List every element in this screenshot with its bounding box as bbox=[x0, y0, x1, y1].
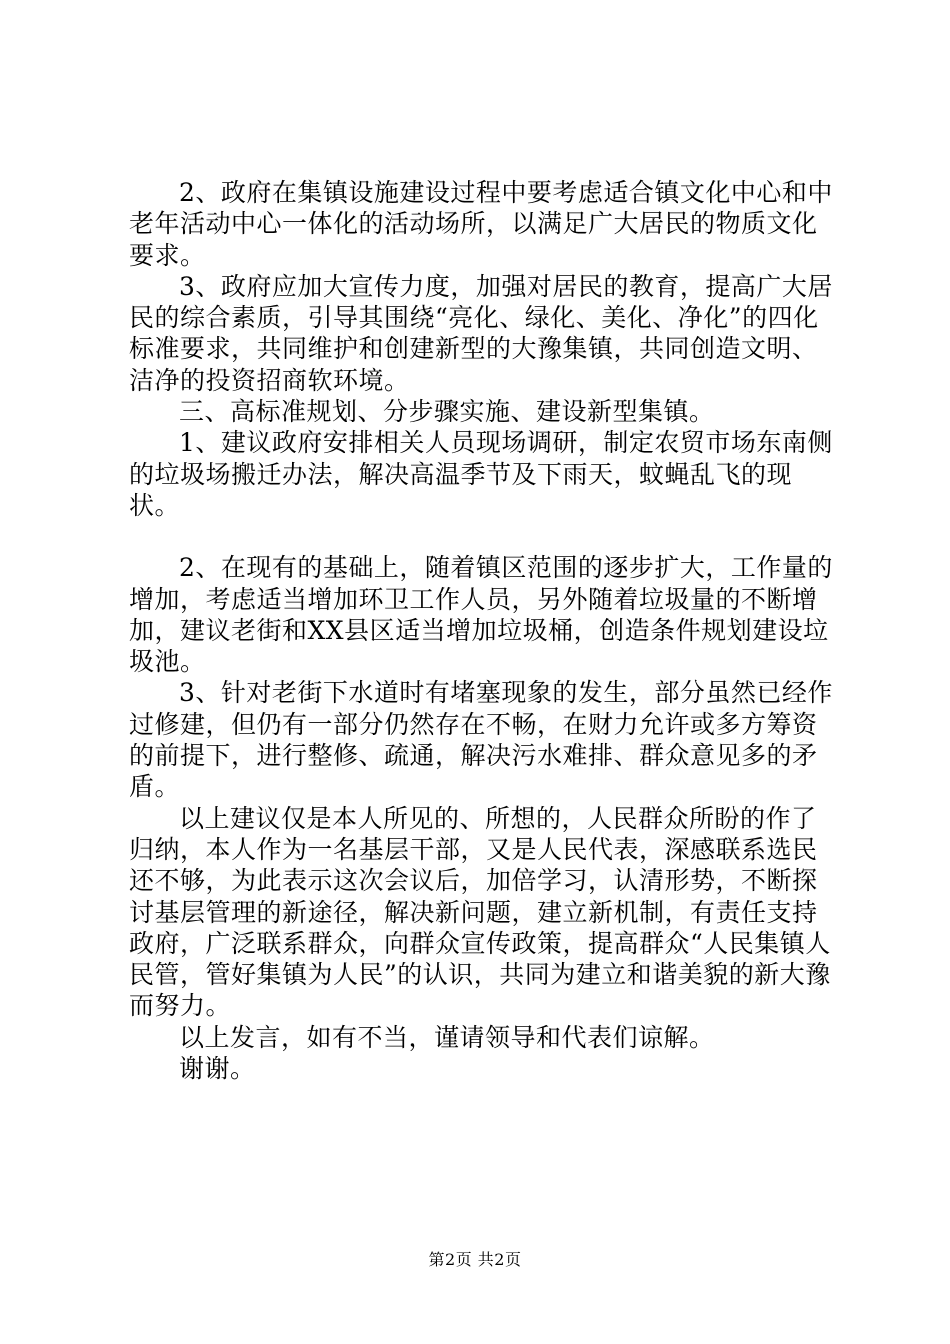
paragraph-closing-apology: 以上发言，如有不当，谨请领导和代表们谅解。 bbox=[179, 1022, 715, 1052]
paragraph-item-3: 3、政府应加大宣传力度，加强对居民的教育，提高广大居民的综合素质，引导其围绕“亮化、绿化、美化、净化”的四化标准要求，共同维护和创建新型的大豫集镇，共同创造文明、洁净的投资招商软环境。 bbox=[129, 271, 833, 395]
section-heading-3: 三、高标准规划、分步骤实施、建设新型集镇。 bbox=[179, 397, 715, 427]
paragraph-item-2: 2、政府在集镇设施建设过程中要考虑适合镇文化中心和中老年活动中心一体化的活动场所，以满足广大居民的物质文化要求。 bbox=[129, 178, 833, 270]
paragraph-thanks: 谢谢。 bbox=[179, 1054, 256, 1084]
paragraph-section3-item-3: 3、针对老街下水道时有堵塞现象的发生，部分虽然已经作过修建，但仍有一部分仍然存在不畅，在财力允许或多方筹资的前提下，进行整修、疏通，解决污水难排、群众意见多的矛盾。 bbox=[129, 678, 833, 802]
document-body bbox=[129, 177, 841, 1084]
paragraph-section3-item-1: 1、建议政府安排相关人员现场调研，制定农贸市场东南侧的垃圾场搬迁办法，解决高温季节及下雨天，蚊蝇乱飞的现状。 bbox=[129, 428, 833, 520]
paragraph-section3-item-2: 2、在现有的基础上，随着镇区范围的逐步扩大，工作量的增加，考虑适当增加环卫工作人员，另外随着垃圾量的不断增加，建议老街和XX县区适当增加垃圾桶，创造条件规划建设垃圾池。 bbox=[129, 553, 833, 677]
page-footer: 第2页 共2页 bbox=[428, 1250, 522, 1269]
paragraph-summary: 以上建议仅是本人所见的、所想的，人民群众所盼的作了归纳，本人作为一名基层干部，又是人民代表，深感联系选民还不够，为此表示这次会议后，加倍学习，认清形势，不断探讨基层管理的新途径，解决新问题，建立新机制，有责任支持政府，广泛联系群众，向群众宣传政策，提高群众“人民集镇人民管，管好集镇为人民”的认识，共同为建立和谐美貌的新大豫而努力。 bbox=[129, 803, 831, 1021]
